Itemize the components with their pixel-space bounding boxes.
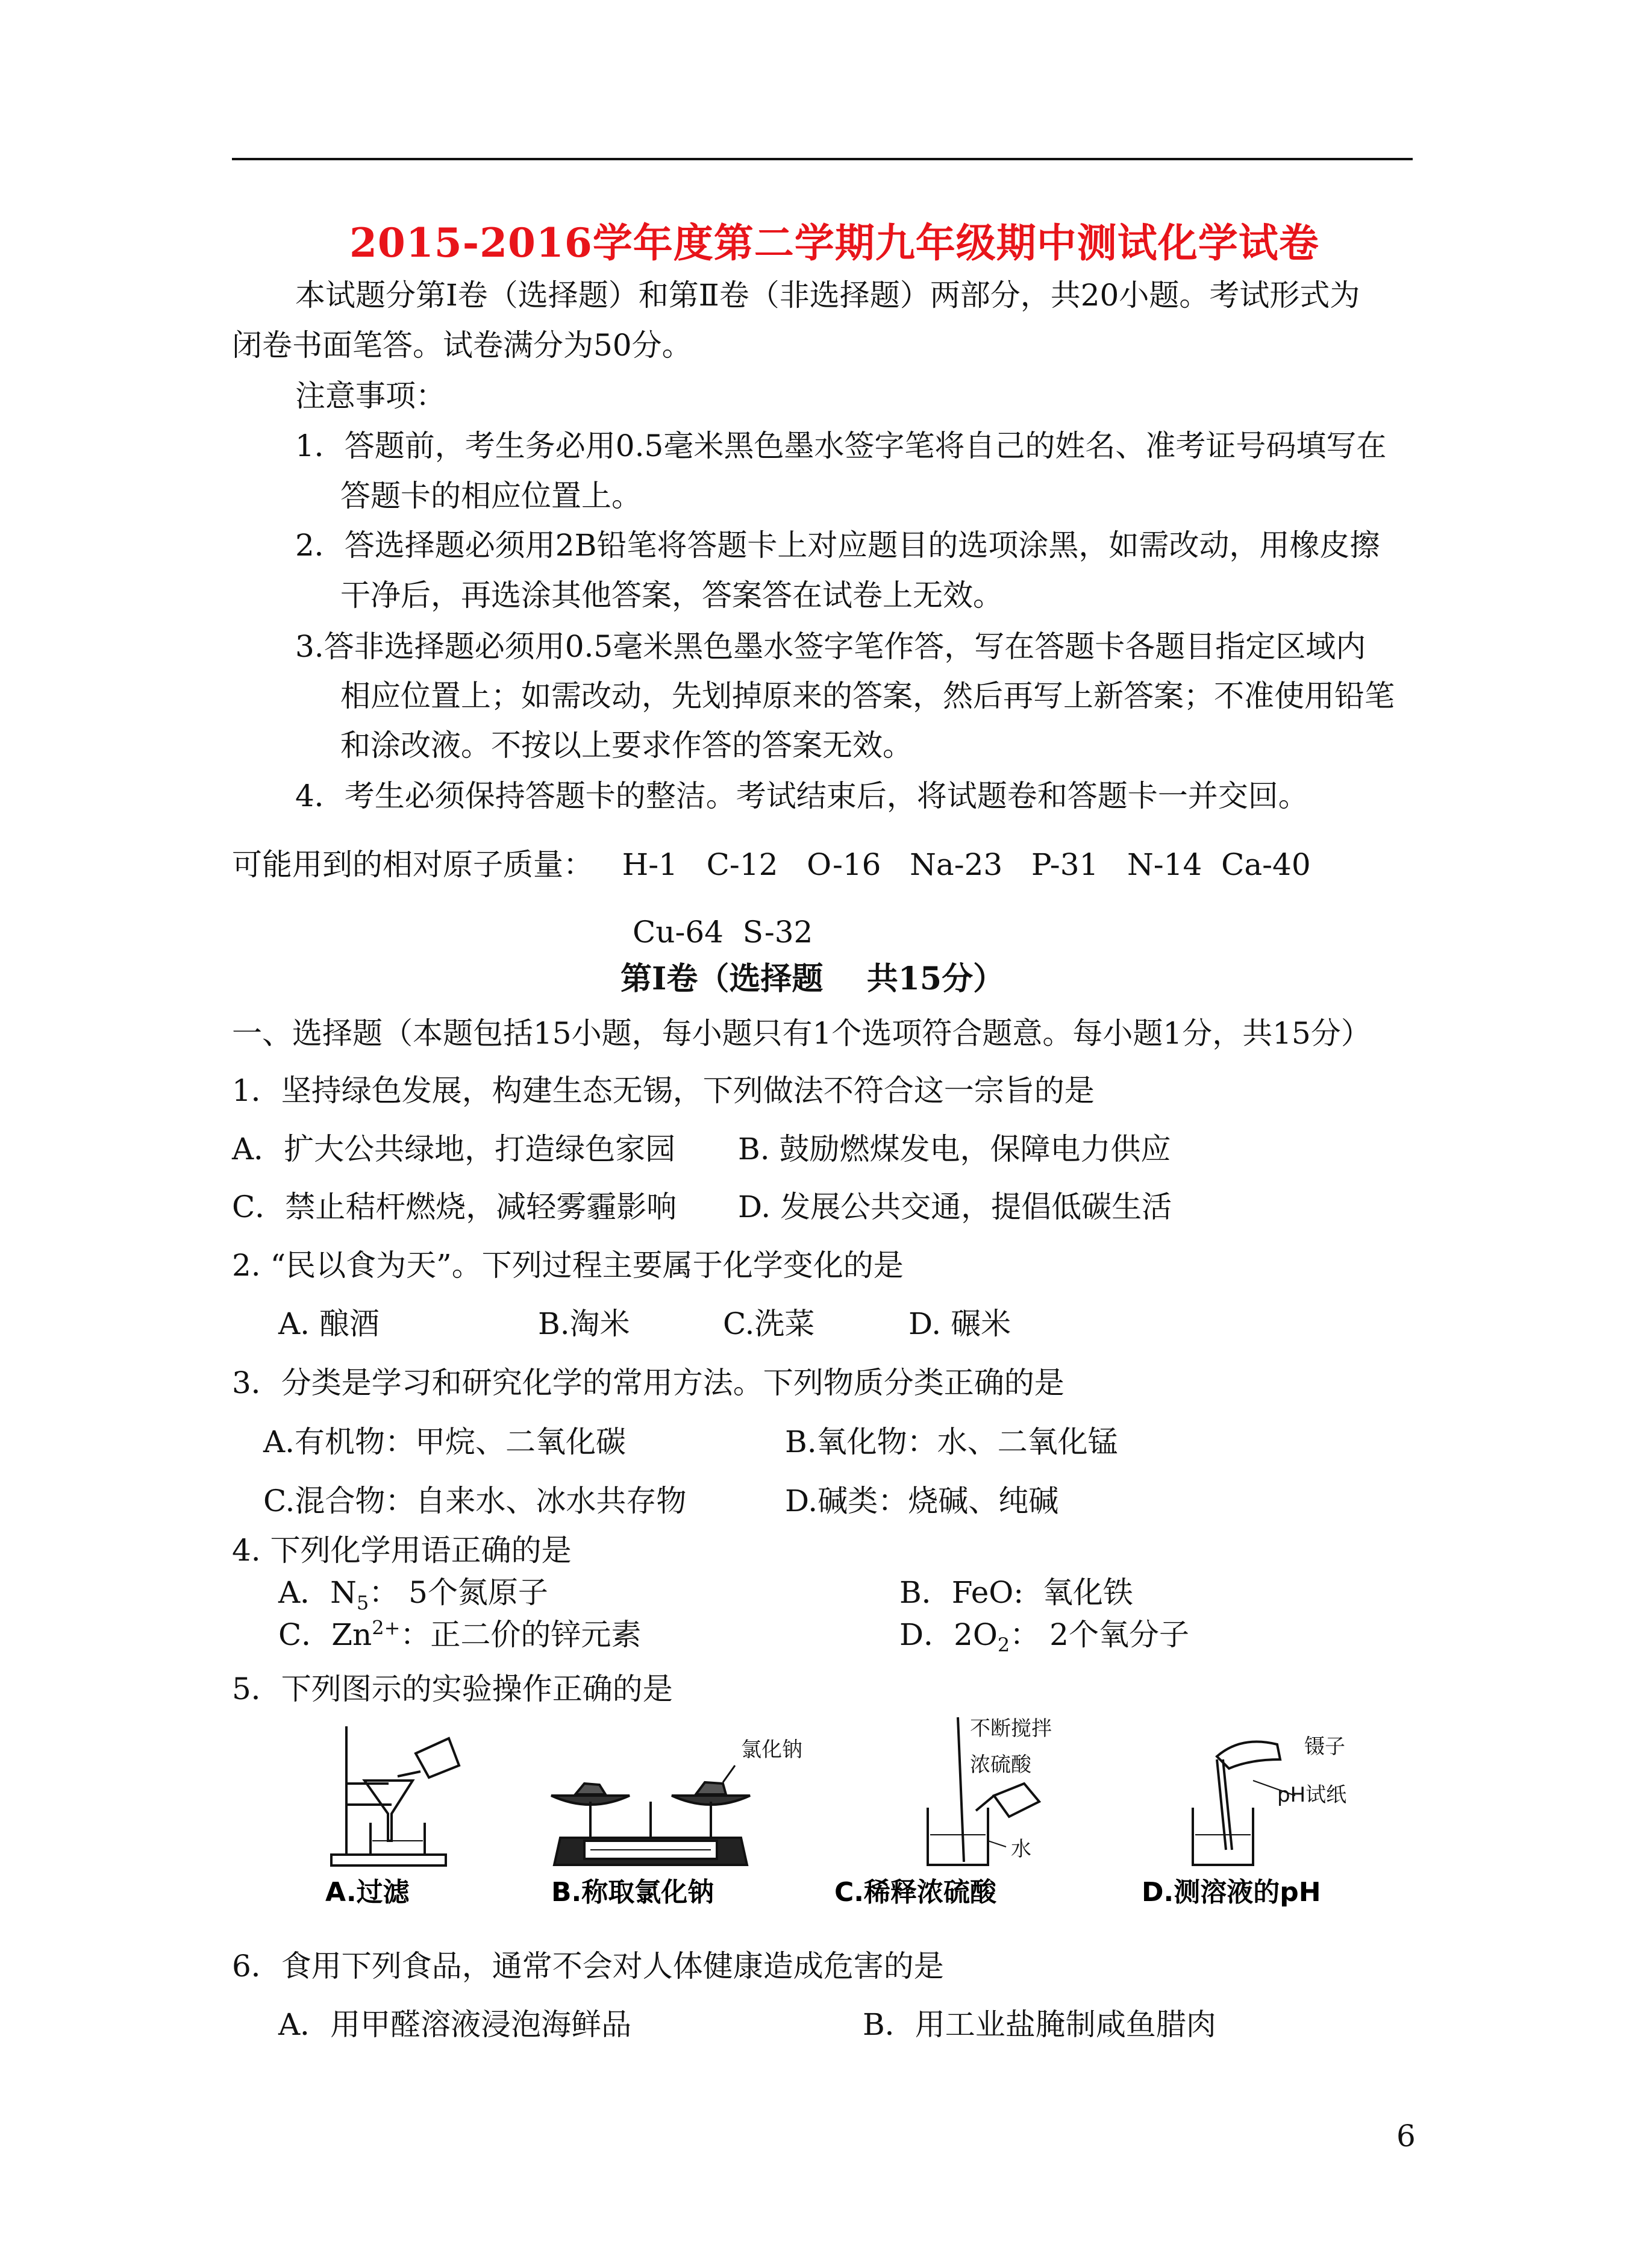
q2-option-d: D. 碾米 [908,1306,1011,1341]
q2-option-c: C.洗菜 [723,1306,815,1341]
caption-c: C.稀释浓硫酸 [834,1877,997,1908]
q4-stem: 4. 下列化学用语正确的是 [232,1533,572,1568]
q5-stem: 5．下列图示的实验操作正确的是 [232,1671,673,1706]
label-nacl: 氯化钠 [741,1738,802,1762]
label-tweezers: 镊子 [1304,1735,1345,1759]
notice-label: 注意事项： [295,378,446,413]
q1-stem: 1．坚持绿色发展，构建生态无锡，下列做法不符合这一宗旨的是 [232,1073,1095,1108]
q3-option-b: B.氧化物：水、二氧化锰 [785,1424,1118,1459]
label-water: 水 [1011,1837,1031,1861]
page-title: 2015-2016学年度第二学期九年级期中测试化学试卷 [349,219,1319,266]
q3-stem: 3．分类是学习和研究化学的常用方法。下列物质分类正确的是 [232,1365,1064,1400]
note-4-line-1: 4．考生必须保持答题卡的整洁。考试结束后，将试题卷和答题卡一并交回。 [295,778,1308,813]
q1-option-d: D. 发展公共交通，提倡低碳生活 [738,1189,1172,1224]
section-1-title: 第Ⅰ卷（选择题 共15分） [621,960,1005,997]
q3-option-d: D.碱类：烧碱、纯碱 [785,1483,1059,1518]
q2-option-a: A. 酿酒 [278,1306,380,1341]
q1-option-b: B. 鼓励燃煤发电，保障电力供应 [738,1132,1171,1167]
note-1-line-2: 答题卡的相应位置上。 [340,478,642,513]
filtration-apparatus [331,1726,459,1865]
note-2-line-1: 2．答选择题必须用2B铅笔将答题卡上对应题目的选项涂黑，如需改动，用橡皮擦 [295,528,1380,563]
q3-option-a: A.有机物：甲烷、二氧化碳 [263,1424,627,1459]
note-3-line-2: 相应位置上；如需改动，先划掉原来的答案，然后再写上新答案；不准使用铅笔 [340,678,1395,713]
intro-line-2: 闭卷书面笔答。试卷满分为50分。 [232,328,692,363]
note-2-line-2: 干净后，再选涂其他答案，答案答在试卷上无效。 [340,578,1003,613]
atomic-mass-line-1: 可能用到的相对原子质量： H-1 C-12 O-16 Na-23 P-31 N-14 Ca-40 [232,847,1311,882]
caption-a: A.过滤 [325,1877,410,1908]
q5-figure [301,1711,1386,1910]
q2-stem: 2. “民以食为天”。下列过程主要属于化学变化的是 [232,1248,904,1283]
caption-d: D.测溶液的pH [1142,1877,1321,1908]
page-number: 6 [1396,2119,1416,2154]
q4-option-d: D．$2O_2$： 2个氧分子 [899,1617,1189,1656]
atomic-mass-line-2: Cu-64 S-32 [633,915,813,950]
caption-b: B.称取氯化钠 [551,1877,714,1908]
q6-option-b: B．用工业盐腌制咸鱼腊肉 [863,2007,1216,2042]
q1-option-a: A．扩大公共绿地，打造绿色家园 [232,1132,676,1167]
note-3-line-3: 和涂改液。不按以上要求作答的答案无效。 [340,728,913,763]
note-1-line-1: 1．答题前，考生务必用0.5毫米黑色墨水签字笔将自己的姓名、准考证号码填写在 [295,428,1387,463]
label-acid: 浓硫酸 [970,1753,1031,1777]
note-3-line-1: 3.答非选择题必须用0.5毫米黑色墨水签字笔作答，写在答题卡各题目指定区域内 [295,629,1366,664]
q1-option-c: C．禁止秸杆燃烧，减轻雾霾影响 [232,1189,677,1224]
q4-option-b: B．FeO: 氧化铁 [899,1575,1133,1610]
label-stir: 不断搅拌 [970,1717,1052,1741]
label-ph-paper: pH试纸 [1277,1783,1347,1807]
q6-stem: 6．食用下列食品，通常不会对人体健康造成危害的是 [232,1949,944,1984]
q4-option-c: C．$Zn^{2+}$：正二价的锌元素 [278,1616,642,1652]
intro-line-1: 本试题分第Ⅰ卷（选择题）和第Ⅱ卷（非选择题）两部分，共20小题。考试形式为 [295,278,1360,313]
balance-apparatus [551,1765,750,1865]
q3-option-c: C.混合物：自来水、冰水共存物 [263,1483,687,1518]
q6-option-a: A．用甲醛溶液浸泡海鲜品 [278,2007,632,2042]
section-1-instruction: 一、选择题（本题包括15小题，每小题只有1个选项符合题意。每小题1分，共15分） [232,1016,1371,1051]
q4-option-a: A．$N_5$： 5个氮原子 [278,1575,548,1614]
header-rule [232,158,1413,160]
q2-option-b: B.淘米 [538,1306,630,1341]
